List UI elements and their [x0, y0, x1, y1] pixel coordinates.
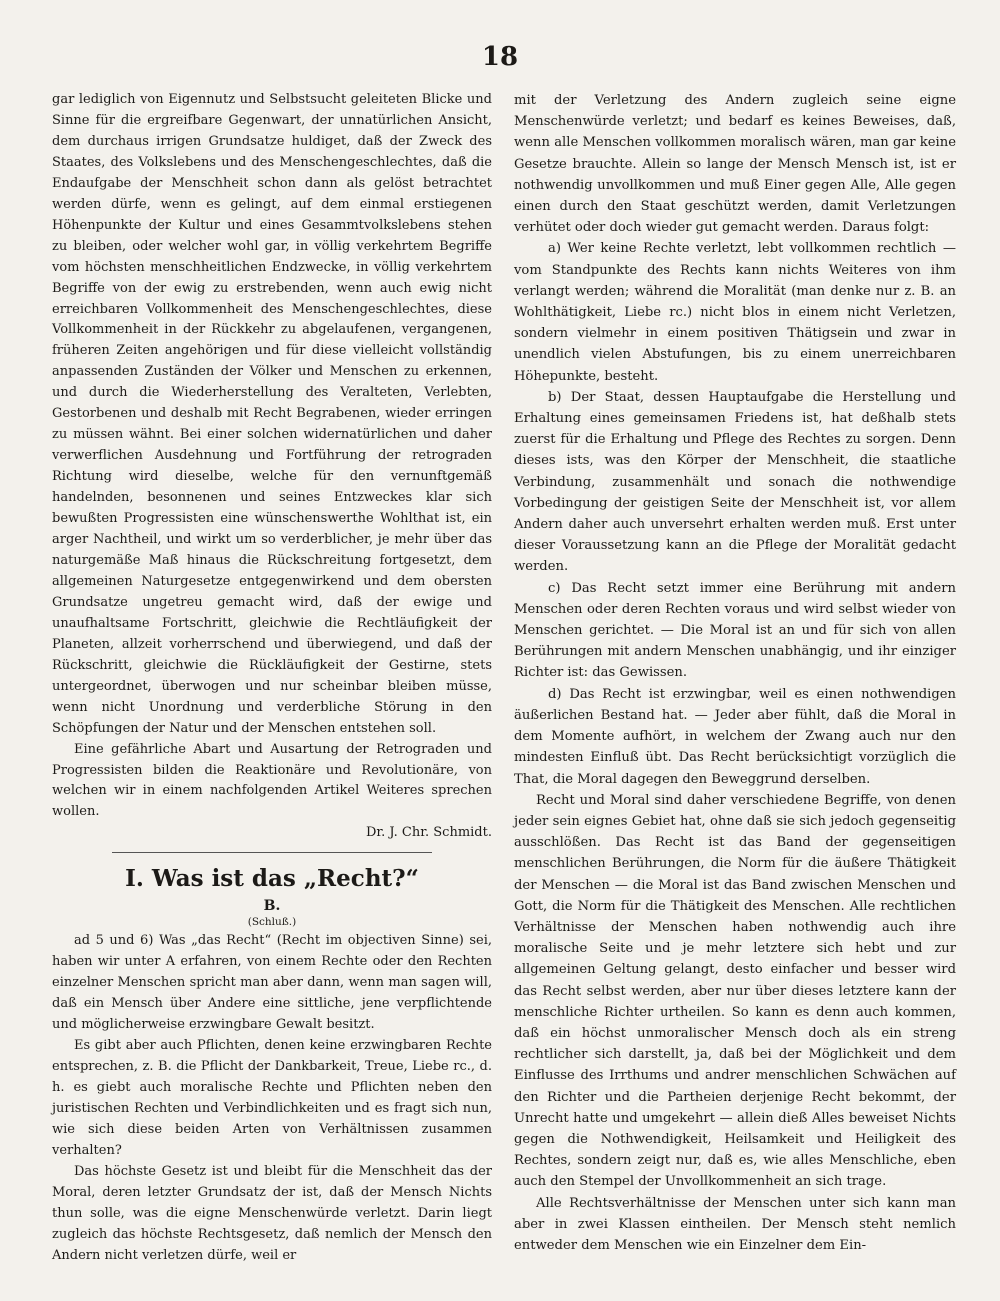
right-paragraph-2: Recht und Moral sind daher verschiedene Begriffe, von denen jeder sein eignes Gebiet hat, ohne daß sie sich jedoch gegenseitig ausschlößen. Das Recht ist das Band der gegenseitigen menschlichen Berührungen, die Norm für die äußere Thätigkeit der Menschen — die Moral ist das Band zwischen Menschen und Gott, die Norm für die Thätigkeit des Menschen. Alle rechtlichen Verhältnisse der Menschen haben nothwendig auch ihre moralische Seite und je mehr letztere sich hebt und zur allgemeinen Geltung gelangt, desto einfacher und besser wird das Recht selbst werden, aber nur über dieses letztere kann der menschliche Richter urtheilen. So kann es denn auch kommen, daß ein höchst unmoralischer Mensch doch als ein streng rechtlicher sich darstellt, ja, daß bei der Möglichkeit und dem Einflusse des Irrthums und andrer menschlichen Schwächen auf den Richter und die Partheien derjenige Recht bekommt, der Unrecht hatte und umgekehrt — allein dieß Alles beweiset Nichts gegen die Nothwendigkeit, Heilsamkeit und Heiligkeit des Rechtes, sondern zeigt nur, daß es, wie alles Menschliche, eben auch den Stempel der Unvollkommenheit an sich trage.	[514, 792, 956, 1190]
section-note: (Schluß.)	[247, 916, 297, 929]
right-item-d: d) Das Recht ist erzwingbar, weil es einen nothwendigen äußerlichen Bestand hat. — Jeder aber fühlt, daß die Moral in dem Momente aufhört, in welchem der Zwang auch nur den mindesten Einfluß übt. Das Recht berücksichtigt vorzüglich die That, die Moral dagegen den Beweggrund derselben.	[514, 686, 956, 787]
left-column	[52, 90, 492, 1267]
left-paragraph-5: Das höchste Gesetz ist und bleibt für die Menschheit das der Moral, deren letzter Grundsatz der ist, daß der Mensch Nichts thun solle, was die eigne Menschenwürde verletzt. Darin liegt zugleich das höchste Rechtsgesetz, daß nemlich der Mensch den Andern nicht verletzen dürfe, weil er	[52, 1163, 492, 1263]
section-divider	[112, 852, 432, 853]
right-item-a: a) Wer keine Rechte verletzt, lebt vollkommen rechtlich — vom Standpunkte des Rechts kann nichts Weiteres von ihm verlangt werden; während die Moralität (man denke nur z. B. an Wohlthätigkeit, Liebe rc.) nicht blos in einem nicht Verletzen, sondern vielmehr in einem positiven Thätigsein und zwar in unendlich vielen Abstufungen, bis zu einem unerreichbaren Höhepunkte, besteht.	[514, 241, 956, 384]
author-byline: Dr. J. Chr. Schmidt.	[365, 825, 492, 841]
page-number: 18	[481, 42, 519, 72]
right-paragraph-1: mit der Verletzung des Andern zugleich seine eigne Menschenwürde verletzt; und bedarf es keines Beweises, daß, wenn alle Menschen vollkommen moralisch wären, man gar keine Gesetze brauchte. Allein so lange der Mensch Mensch ist, ist er nothwendig unvollkommen und muß Einer gegen Alle, Alle gegen einen durch den Staat geschützt werden, damit Verletzungen verhütet oder doch wieder gut gemacht werden. Daraus folgt:	[514, 93, 956, 236]
left-paragraph-2: Eine gefährliche Abart und Ausartung der Retrograden und Progressisten bilden die Reaktionäre und Revolutionäre, von welchen wir in einem nachfolgenden Artikel Weiteres sprechen wollen.	[52, 741, 492, 820]
right-item-c: c) Das Recht setzt immer eine Berührung mit andern Menschen oder deren Rechten voraus und wird selbst wieder von Menschen gerichtet. — Die Moral ist an und für sich von allen Berührungen mit andern Menschen unabhängig, und ihr einziger Richter ist: das Gewissen.	[514, 580, 956, 681]
section-title: I. Was ist das „Recht?“	[125, 865, 419, 893]
right-item-b: b) Der Staat, dessen Hauptaufgabe die Herstellung und Erhaltung eines gemeinsamen Friedens ist, hat deßhalb stets zuerst für die Erhaltung und Pflege des Rechtes zu sorgen. Denn dieses ists, was den Körper der Menschheit, die staatliche Verbindung, zusammenhält und sonach die nothwendige Vorbedingung der geistigen Seite der Menschheit ist, vor allem Andern daher auch unversehrt erhalten werden muß. Erst unter dieser Voraussetzung kann an die Pflege der Moralität gedacht werden.	[514, 389, 956, 575]
right-column	[514, 90, 956, 1256]
left-paragraph-1: gar lediglich von Eigennutz und Selbstsucht geleiteten Blicke und Sinne für die ergreifbare Gegenwart, der unnatürlichen Ansicht, dem durchaus irrigen Grundsatze huldiget, daß der Zweck des Staates, des Volkslebens und des Menschengeschlechtes, daß die Endaufgabe der Menschheit schon dann als gelöst betrachtet werden dürfe, wenn es gelingt, auf dem einmal erstiegenen Höhenpunkte der Kultur und eines Gesammtvolkslebens stehen zu bleiben, oder welcher wohl gar, in völlig verkehrtem Begriffe vom höchsten menschheitlichen Endzwecke, in völlig verkehrtem Begriffe von der ewig zu erstrebenden, wenn auch ewig nicht erreichbaren Vollkommenheit des Menschengeschlechtes, diese Vollkommenheit in der Rückkehr zu abgelaufenen, vergangenen, früheren Zeiten angehörigen und für diese vielleicht vollständig anpassenden Zuständen der Völker und Menschen zu erkennen, und durch die Wiederherstellung des Veralteten, Verlebten, Gestorbenen und deshalb mit Recht Begrabenen, wieder erringen zu müssen wähnt. Bei einer solchen widernatürlichen und daher verwerflichen Ausdehnung und Fortführung der retrograden Richtung wird dieselbe, welche für den vernunftgemäß handelnden, besonnenen und seines Entzweckes klar sich bewußten Progressisten eine wünschenswerthe Wohlthat ist, ein arger Nachtheil, und wirkt um so verderblicher, je mehr über das naturgemäße Maß hinaus die Rückschreitung fortgesetzt, dem allgemeinen Naturgesetze entgegenwirkend und dem obersten Grundsatze ungetreu gemacht wird, daß der ewige und unaufhaltsame Fortschritt, gleichwie die Rechtläufigkeit der Planeten, allzeit vorherrschend und überwiegend, und daß der Rückschritt, gleichwie die Rückläufigkeit der Gestirne, stets untergeordnet, überwogen und nur scheinbar bleiben müsse, wenn nicht Unordnung und verderbliche Störung in den Schöpfungen der Natur und der Menschen entstehen soll.	[52, 92, 492, 736]
left-paragraph-3: ad 5 und 6) Was „das Recht“ (Recht im objectiven Sinne) sei, haben wir unter A erfahren, von einem Rechte oder den Rechten einzelner Menschen spricht man aber dann, wenn man sagen will, daß ein Mensch über Andere eine sittliche, jene verpflichtende und möglicherweise erzwingbare Gewalt besitzt.	[52, 933, 492, 1033]
section-subtitle: B.	[263, 898, 281, 915]
right-paragraph-3: Alle Rechtsverhältnisse der Menschen unter sich kann man aber in zwei Klassen eintheilen. Der Mensch steht nemlich entweder dem Menschen wie ein Einzelner dem Ein-	[514, 1195, 956, 1253]
left-paragraph-4: Es gibt aber auch Pflichten, denen keine erzwingbaren Rechte entsprechen, z. B. die Pflicht der Dankbarkeit, Treue, Liebe rc., d. h. es giebt auch moralische Rechte und Pflichten neben den juristischen Rechten und Verbindlichkeiten und es fragt sich nun, wie sich diese beiden Arten von Verhältnissen zusammen verhalten?	[52, 1038, 492, 1158]
